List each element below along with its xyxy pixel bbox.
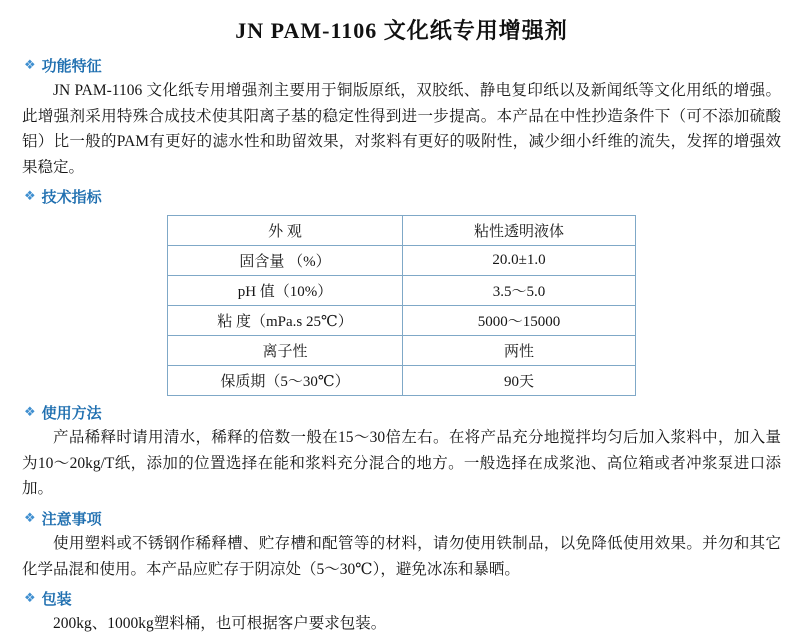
- section-paragraph-cautions: 使用塑料或不锈钢作稀释槽、贮存槽和配管等的材料，请勿使用铁制品，以免降低使用效果。并勿和其它化学品混和使用。本产品应贮存于阴凉处（5～30℃），避免冰冻和暴晒。: [22, 534, 781, 578]
- section-heading-packaging: [24, 588, 781, 609]
- table-row: [168, 306, 636, 336]
- table-row: [168, 336, 636, 366]
- spec-name: pH 值（10%）: [168, 276, 403, 306]
- diamond-bullet-icon: ❖: [24, 189, 36, 205]
- diamond-bullet-icon: ❖: [24, 58, 36, 73]
- spec-name: 保质期（5～30℃）: [168, 366, 403, 396]
- diamond-bullet-icon: ❖: [24, 405, 36, 421]
- spec-name: 固含量 （%）: [168, 246, 403, 276]
- spec-value: 90天: [403, 366, 636, 396]
- table-row: [168, 216, 636, 246]
- spec-value: 3.5～5.0: [403, 276, 636, 306]
- spec-name: 粘 度（mPa.s 25℃）: [168, 306, 403, 336]
- section-heading-features: [24, 55, 781, 76]
- spec-table: [167, 215, 636, 396]
- spec-value: 粘性透明液体: [403, 216, 636, 246]
- table-row: [168, 246, 636, 276]
- table-row: [168, 366, 636, 396]
- spec-value: 20.0±1.0: [403, 246, 636, 276]
- section-paragraph-features: JN PAM-1106 文化纸专用增强剂主要用于铜版原纸，双胶纸、静电复印纸以及新闻纸等文化用纸的增强。此增强剂采用特殊合成技术使其阳离子基的稳定性得到进一步提高。本产品在中性抄造条件下（可不添加硫酸铝）比一般的PAM有更好的滤水性和助留效果，对浆料有更好的吸附性，减少细小纤维的流失，发挥的增强效果稳定。: [22, 82, 781, 176]
- spec-name: 外 观: [168, 216, 403, 246]
- section-paragraph-packaging: 200kg、1000kg塑料桶，也可根据客户要求包装。: [53, 615, 387, 633]
- table-row: [168, 276, 636, 306]
- section-heading-text: 使用方法: [41, 406, 102, 423]
- section-heading-cautions: [24, 508, 781, 529]
- spec-value: 5000～15000: [403, 306, 636, 336]
- section-heading-text: 包装: [41, 592, 72, 609]
- section-paragraph-usage: 产品稀释时请用清水，稀释的倍数一般在15～30倍左右。在将产品充分地搅拌均匀后加入浆料中，加入量为10～20kg/T纸，添加的位置选择在能和浆料充分混合的地方。一般选择在成浆池、高位箱或者冲浆泵进口添加。: [22, 429, 781, 498]
- spec-table-container: [22, 215, 781, 396]
- section-heading-usage: [24, 402, 781, 423]
- diamond-bullet-icon: ❖: [24, 591, 36, 607]
- section-heading-specs: [24, 186, 781, 207]
- diamond-bullet-icon: ❖: [24, 510, 36, 526]
- footer-spacer: [22, 639, 781, 643]
- section-heading-text: 注意事项: [41, 511, 102, 528]
- section-heading-text: 技术指标: [41, 190, 102, 207]
- spec-value: 两性: [403, 336, 636, 366]
- spec-name: 离子性: [168, 336, 403, 366]
- page-title: JN PAM-1106 文化纸专用增强剂: [235, 18, 568, 43]
- section-heading-text: 功能特征: [41, 59, 102, 75]
